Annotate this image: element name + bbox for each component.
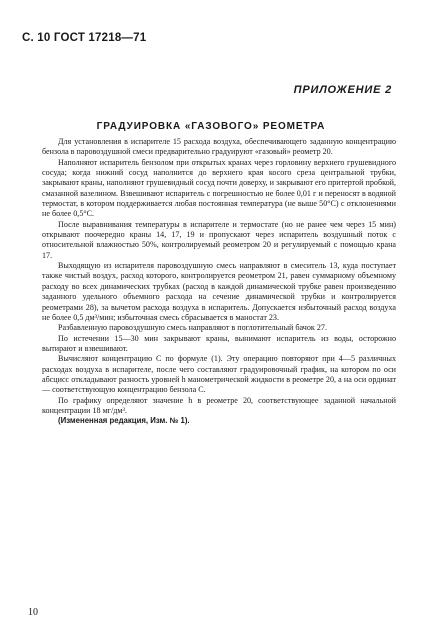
paragraph: Вычисляют концентрацию С по формуле (1). Эту операцию повторяют при 4—5 различных расходах воздуха в испарителе, после чего составляют градуировочный график, на котором по оси абсцисс откладывают разность уровней h манометрической жидкости в реометре 20, а на оси ординат — соответствующую концентрацию бензола С. xyxy=(42,354,396,395)
paragraph: Разбавленную паровоздушную смесь направляют в поглотительный бачок 27. xyxy=(58,323,327,333)
page-number: 10 xyxy=(28,607,38,618)
paragraph: По истечении 15—30 мин закрывают краны, вынимают испаритель из воды, осторожно вытирают и взвешивают. xyxy=(42,333,396,353)
paragraph: Для установления в испарителе 15 расхода воздуха, обеспечивающего заданную концентрацию бензола в паровоздушной смеси предварительно градуируют «газовый» реометр 20. xyxy=(42,137,396,157)
paragraph: По графику определяют значение h в реометре 20, соответствующее заданной начальной концентрации 18 мг/дм³. xyxy=(42,395,396,415)
body-text xyxy=(42,137,396,427)
paragraph: Выходящую из испарителя паровоздушную смесь направляют в смеситель 13, куда поступает также чистый воздух, расход которого, контролируется реометром 21, равен суммарному объемному расходу во всех динамических трубках (расход в каждой динамической трубке равен произведению заданного удельного объемного расхода на сечение динамической трубки и контролируется реометрами 28), за вычетом расхода воздуха в испаритель. Допускается избыточный расход воздуха не более 0,5 дм³/мин; избыточная смесь сбрасывается в маностат 23. xyxy=(42,261,396,322)
appendix-label: ПРИЛОЖЕНИЕ 2 xyxy=(293,84,392,96)
paragraph: Наполняют испаритель бензолом при открытых кранах через горловину верхнего грушевидного сосуда; когда нижний сосуд наполнится до верхнего края косого среза центральной трубки, закрывают краны, наполняют грушевидный сосуд почти доверху, и закрывают его притертой пробкой, смазанной вазелином. Взвешивают испаритель с погрешностью не более 0,01 г и переносят в водяной термостат, в котором поддерживается любая постоянная температура (не выше 50°С) с отклонениями не более 0,5°С. xyxy=(42,157,396,219)
revision-note: (Измененная редакция, Изм. № 1). xyxy=(58,416,190,426)
section-title: ГРАДУИРОВКА «ГАЗОВОГО» РЕОМЕТРА xyxy=(96,121,326,132)
page-header: С. 10 ГОСТ 17218—71 xyxy=(22,32,147,44)
paragraph: После выравнивания температуры в испарителе и термостате (но не ранее чем через 15 мин) открывают поочередно краны 14, 17, 19 и пропускают через испаритель воздушный поток с относительной влажностью 50%, контролируемый реометром 20 и регулируемый с помощью крана 17. xyxy=(42,219,396,260)
